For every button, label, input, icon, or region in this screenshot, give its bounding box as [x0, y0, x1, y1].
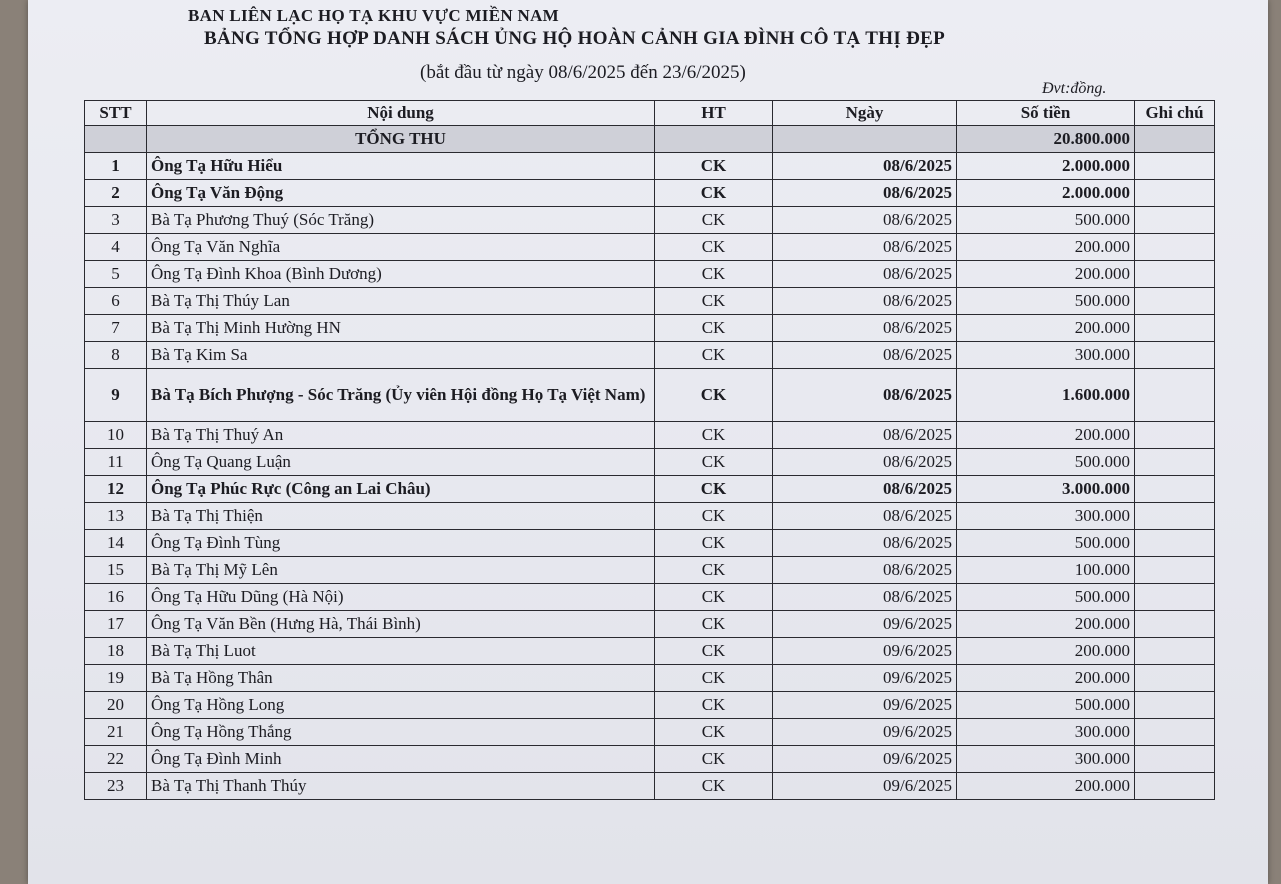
row-ht: CK [655, 234, 773, 261]
row-amount: 500.000 [957, 692, 1135, 719]
total-label: TỔNG THU [147, 126, 655, 153]
row-ht: CK [655, 584, 773, 611]
row-stt: 7 [85, 315, 147, 342]
row-ht: CK [655, 180, 773, 207]
row-name: Ông Tạ Văn Nghĩa [147, 234, 655, 261]
row-amount: 200.000 [957, 665, 1135, 692]
row-amount: 500.000 [957, 288, 1135, 315]
row-amount: 300.000 [957, 342, 1135, 369]
row-name: Bà Tạ Thị Minh Hường HN [147, 315, 655, 342]
table-row [85, 611, 1215, 638]
row-note [1135, 773, 1215, 800]
table-row [85, 638, 1215, 665]
row-note [1135, 692, 1215, 719]
row-amount: 200.000 [957, 422, 1135, 449]
row-note [1135, 719, 1215, 746]
row-amount: 200.000 [957, 261, 1135, 288]
row-ht: CK [655, 692, 773, 719]
document-title: BẢNG TỔNG HỢP DANH SÁCH ỦNG HỘ HOÀN CẢNH GIA ĐÌNH CÔ TẠ THỊ ĐẸP [204, 28, 945, 49]
row-stt: 9 [85, 369, 147, 422]
row-note [1135, 342, 1215, 369]
row-ht: CK [655, 611, 773, 638]
row-note [1135, 557, 1215, 584]
row-stt: 17 [85, 611, 147, 638]
row-stt: 14 [85, 530, 147, 557]
row-stt: 1 [85, 153, 147, 180]
row-stt: 18 [85, 638, 147, 665]
document-period: (bắt đầu từ ngày 08/6/2025 đến 23/6/2025) [420, 62, 746, 83]
header-amount: Số tiền [957, 101, 1135, 126]
row-ht: CK [655, 638, 773, 665]
table-row [85, 369, 1215, 422]
row-note [1135, 530, 1215, 557]
row-date: 09/6/2025 [773, 638, 957, 665]
row-note [1135, 288, 1215, 315]
table-row [85, 449, 1215, 476]
row-date: 08/6/2025 [773, 369, 957, 422]
table-row [85, 180, 1215, 207]
row-stt: 13 [85, 503, 147, 530]
total-note-cell [1135, 126, 1215, 153]
row-date: 08/6/2025 [773, 476, 957, 503]
row-name: Ông Tạ Hữu Dũng (Hà Nội) [147, 584, 655, 611]
row-date: 08/6/2025 [773, 180, 957, 207]
row-amount: 200.000 [957, 638, 1135, 665]
row-note [1135, 422, 1215, 449]
row-ht: CK [655, 503, 773, 530]
table-row [85, 288, 1215, 315]
table-row [85, 746, 1215, 773]
row-ht: CK [655, 342, 773, 369]
row-stt: 11 [85, 449, 147, 476]
row-stt: 23 [85, 773, 147, 800]
total-ht-cell [655, 126, 773, 153]
row-name: Ông Tạ Văn Động [147, 180, 655, 207]
row-amount: 3.000.000 [957, 476, 1135, 503]
row-stt: 15 [85, 557, 147, 584]
header-ht: HT [655, 101, 773, 126]
row-name: Ông Tạ Phúc Rực (Công an Lai Châu) [147, 476, 655, 503]
row-ht: CK [655, 746, 773, 773]
row-amount: 500.000 [957, 530, 1135, 557]
table-row [85, 719, 1215, 746]
row-ht: CK [655, 557, 773, 584]
table-row [85, 234, 1215, 261]
row-date: 08/6/2025 [773, 207, 957, 234]
row-amount: 200.000 [957, 234, 1135, 261]
table-row [85, 503, 1215, 530]
table-row [85, 261, 1215, 288]
row-date: 08/6/2025 [773, 288, 957, 315]
header-content: Nội dung [147, 101, 655, 126]
row-date: 08/6/2025 [773, 584, 957, 611]
row-note [1135, 584, 1215, 611]
total-stt-cell [85, 126, 147, 153]
row-stt: 3 [85, 207, 147, 234]
table-row [85, 342, 1215, 369]
row-stt: 12 [85, 476, 147, 503]
row-name: Ông Tạ Đình Tùng [147, 530, 655, 557]
row-note [1135, 449, 1215, 476]
row-name: Ông Tạ Quang Luận [147, 449, 655, 476]
row-stt: 21 [85, 719, 147, 746]
row-date: 08/6/2025 [773, 153, 957, 180]
row-name: Bà Tạ Phương Thuý (Sóc Trăng) [147, 207, 655, 234]
row-ht: CK [655, 153, 773, 180]
table-row [85, 422, 1215, 449]
row-ht: CK [655, 719, 773, 746]
row-date: 09/6/2025 [773, 719, 957, 746]
table-row [85, 665, 1215, 692]
row-ht: CK [655, 315, 773, 342]
row-amount: 200.000 [957, 315, 1135, 342]
row-ht: CK [655, 288, 773, 315]
total-amount: 20.800.000 [957, 126, 1135, 153]
row-date: 08/6/2025 [773, 315, 957, 342]
row-amount: 500.000 [957, 449, 1135, 476]
row-note [1135, 153, 1215, 180]
row-amount: 2.000.000 [957, 180, 1135, 207]
row-ht: CK [655, 207, 773, 234]
row-stt: 10 [85, 422, 147, 449]
table-row [85, 584, 1215, 611]
table-row [85, 773, 1215, 800]
row-date: 08/6/2025 [773, 422, 957, 449]
row-ht: CK [655, 530, 773, 557]
row-ht: CK [655, 261, 773, 288]
row-ht: CK [655, 773, 773, 800]
row-note [1135, 315, 1215, 342]
row-note [1135, 503, 1215, 530]
row-date: 09/6/2025 [773, 611, 957, 638]
row-name: Bà Tạ Bích Phượng - Sóc Trăng (Ủy viên Hội đồng Họ Tạ Việt Nam) [147, 369, 655, 422]
row-note [1135, 261, 1215, 288]
row-name: Bà Tạ Thị Thiện [147, 503, 655, 530]
row-stt: 20 [85, 692, 147, 719]
row-date: 08/6/2025 [773, 234, 957, 261]
row-amount: 200.000 [957, 611, 1135, 638]
table-row [85, 692, 1215, 719]
row-amount: 2.000.000 [957, 153, 1135, 180]
row-note [1135, 476, 1215, 503]
row-stt: 16 [85, 584, 147, 611]
table-header-row [85, 101, 1215, 126]
row-date: 08/6/2025 [773, 503, 957, 530]
row-ht: CK [655, 369, 773, 422]
header-stt: STT [85, 101, 147, 126]
row-name: Bà Tạ Hồng Thân [147, 665, 655, 692]
row-amount: 300.000 [957, 746, 1135, 773]
row-note [1135, 611, 1215, 638]
row-ht: CK [655, 422, 773, 449]
total-row [85, 126, 1215, 153]
row-ht: CK [655, 665, 773, 692]
row-date: 09/6/2025 [773, 773, 957, 800]
row-name: Bà Tạ Thị Luot [147, 638, 655, 665]
row-note [1135, 746, 1215, 773]
row-date: 08/6/2025 [773, 530, 957, 557]
row-stt: 2 [85, 180, 147, 207]
row-stt: 5 [85, 261, 147, 288]
row-note [1135, 207, 1215, 234]
table-row [85, 207, 1215, 234]
row-name: Ông Tạ Đình Minh [147, 746, 655, 773]
table-row [85, 153, 1215, 180]
row-note [1135, 638, 1215, 665]
donation-table [84, 100, 1215, 800]
row-amount: 1.600.000 [957, 369, 1135, 422]
row-ht: CK [655, 476, 773, 503]
row-name: Bà Tạ Kim Sa [147, 342, 655, 369]
header-note: Ghi chú [1135, 101, 1215, 126]
row-name: Ông Tạ Hữu Hiểu [147, 153, 655, 180]
row-date: 08/6/2025 [773, 557, 957, 584]
table-row [85, 557, 1215, 584]
row-note [1135, 665, 1215, 692]
row-stt: 6 [85, 288, 147, 315]
row-name: Ông Tạ Văn Bền (Hưng Hà, Thái Bình) [147, 611, 655, 638]
row-name: Bà Tạ Thị Thanh Thúy [147, 773, 655, 800]
row-date: 09/6/2025 [773, 692, 957, 719]
row-amount: 500.000 [957, 207, 1135, 234]
row-name: Bà Tạ Thị Mỹ Lên [147, 557, 655, 584]
row-amount: 300.000 [957, 719, 1135, 746]
row-date: 08/6/2025 [773, 342, 957, 369]
row-amount: 300.000 [957, 503, 1135, 530]
row-amount: 500.000 [957, 584, 1135, 611]
row-amount: 200.000 [957, 773, 1135, 800]
row-name: Ông Tạ Hồng Long [147, 692, 655, 719]
table-row [85, 530, 1215, 557]
table-row [85, 315, 1215, 342]
currency-unit: Đvt:đồng. [1042, 80, 1107, 97]
row-stt: 19 [85, 665, 147, 692]
header-date: Ngày [773, 101, 957, 126]
total-date-cell [773, 126, 957, 153]
row-name: Ông Tạ Đình Khoa (Bình Dương) [147, 261, 655, 288]
row-stt: 8 [85, 342, 147, 369]
document-paper [28, 0, 1268, 884]
row-stt: 22 [85, 746, 147, 773]
row-date: 09/6/2025 [773, 746, 957, 773]
row-name: Ông Tạ Hồng Thắng [147, 719, 655, 746]
row-note [1135, 234, 1215, 261]
org-name: BAN LIÊN LẠC HỌ TẠ KHU VỰC MIỀN NAM [188, 6, 559, 25]
row-name: Bà Tạ Thị Thuý An [147, 422, 655, 449]
row-date: 09/6/2025 [773, 665, 957, 692]
row-name: Bà Tạ Thị Thúy Lan [147, 288, 655, 315]
row-amount: 100.000 [957, 557, 1135, 584]
table-row [85, 476, 1215, 503]
row-stt: 4 [85, 234, 147, 261]
row-note [1135, 369, 1215, 422]
row-date: 08/6/2025 [773, 261, 957, 288]
row-note [1135, 180, 1215, 207]
row-date: 08/6/2025 [773, 449, 957, 476]
row-ht: CK [655, 449, 773, 476]
